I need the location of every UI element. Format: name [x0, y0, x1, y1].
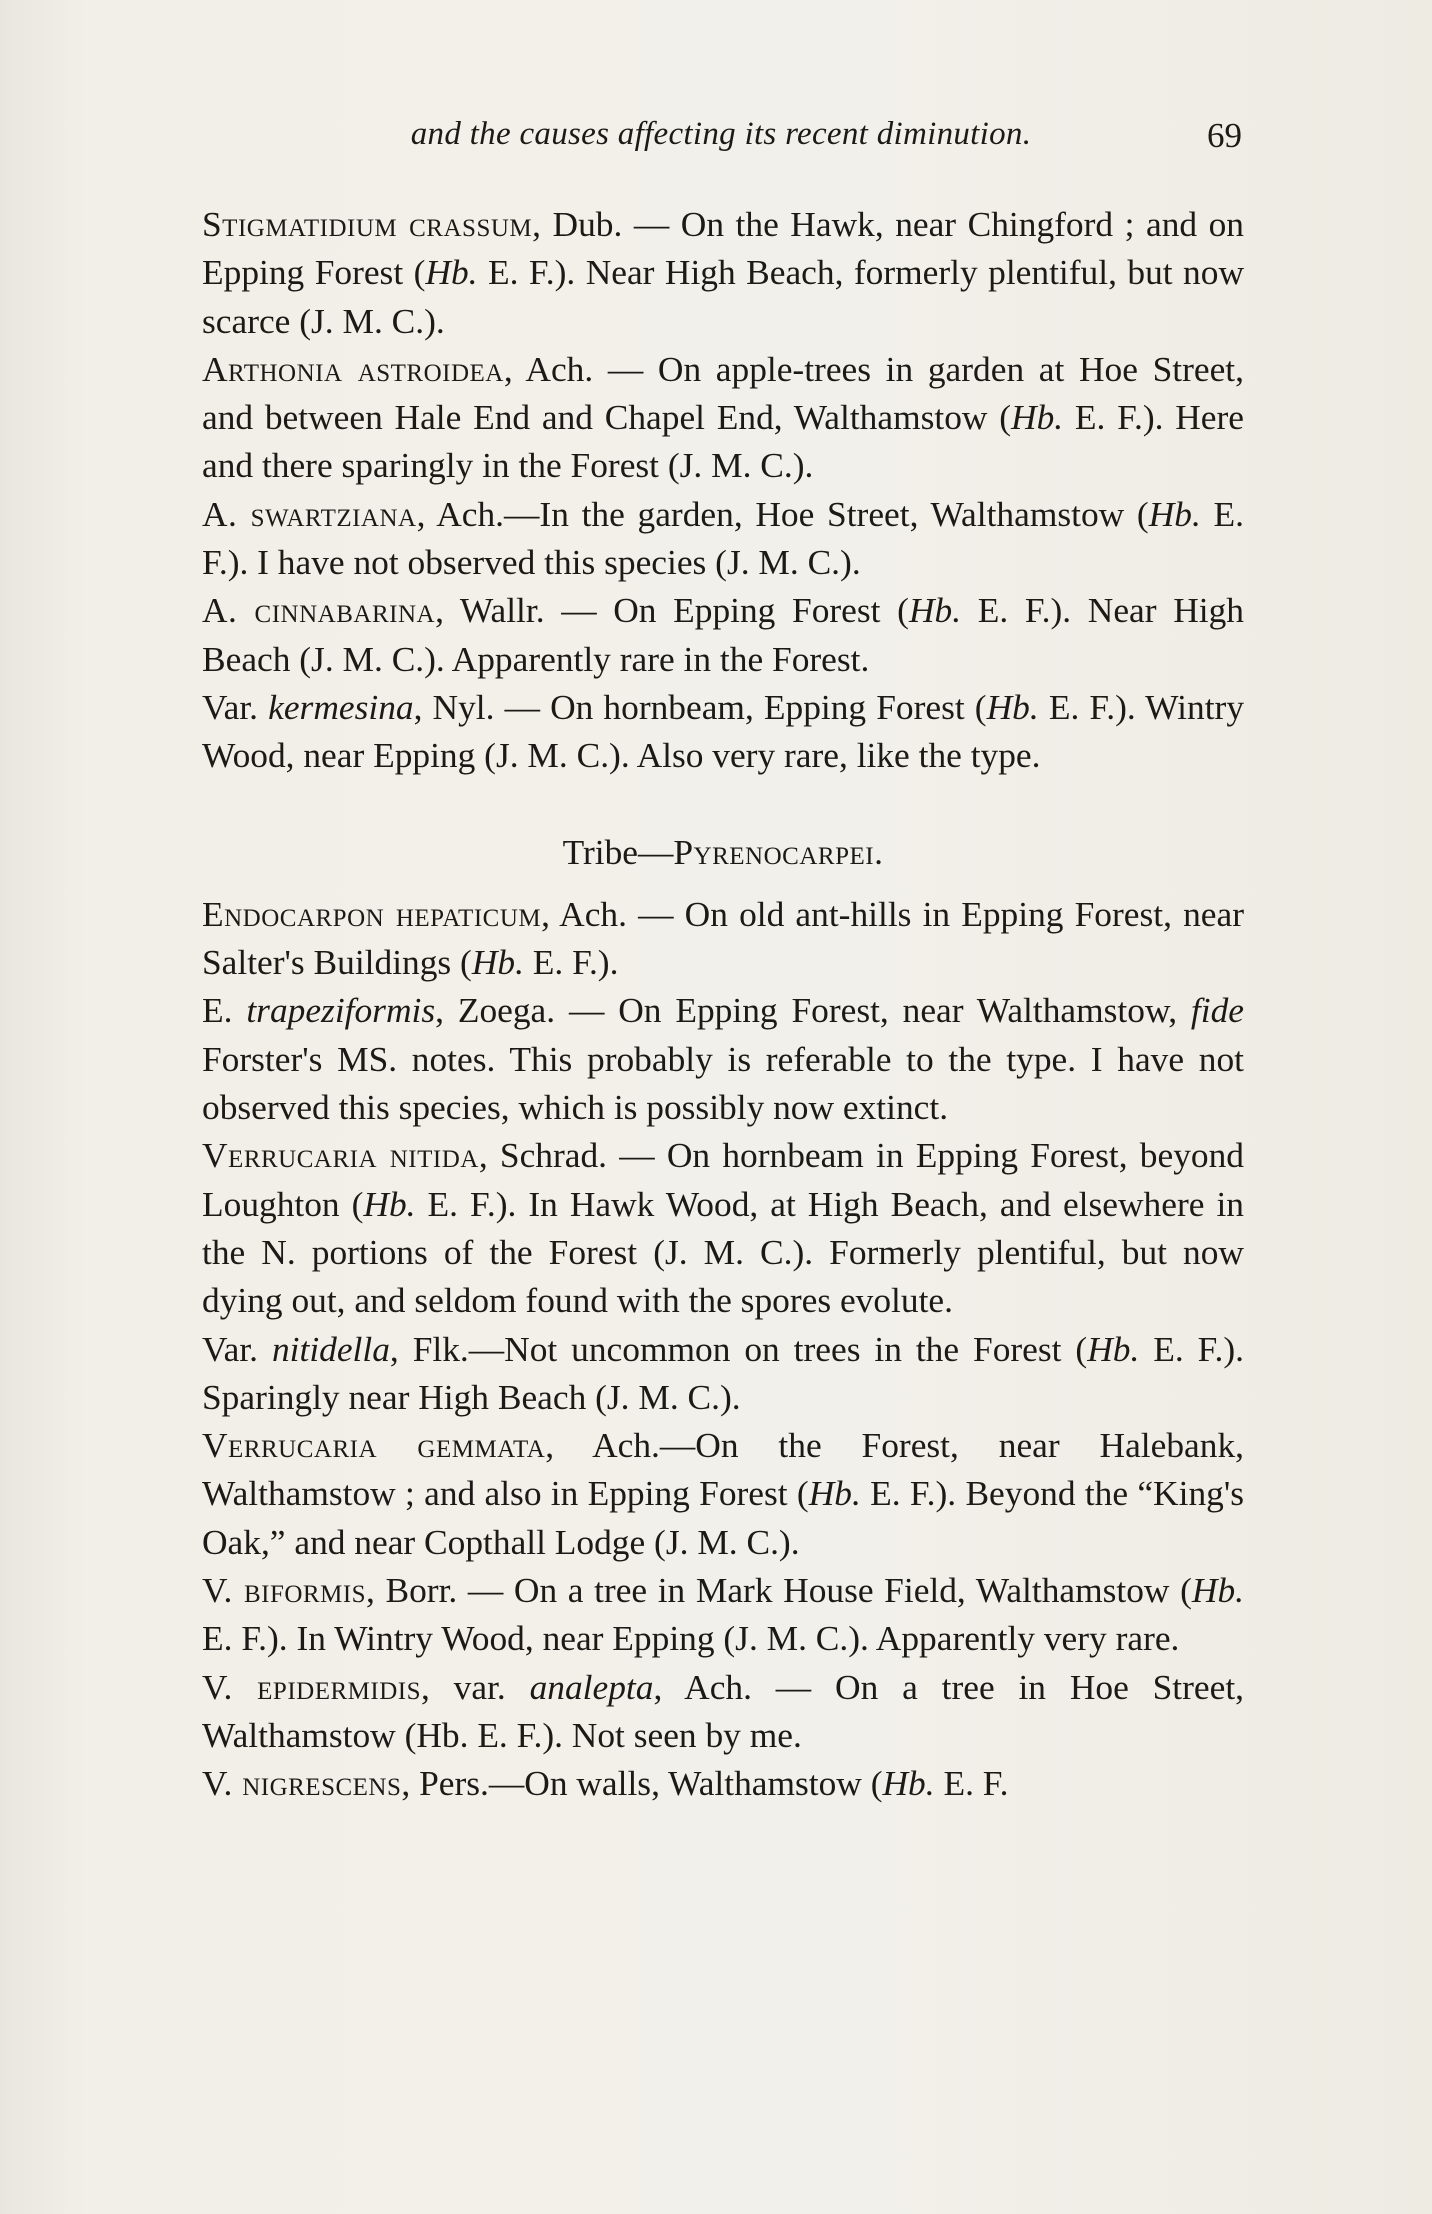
entry-text: , Schrad. — On hornbeam in Epping Forest, beyond Loughton (: [202, 1135, 1244, 1224]
entry-text: , Pers.—On walls, Walthamstow (: [401, 1763, 883, 1804]
entry-text-cont: E. F.). Beyond the “King's Oak,” and near Copthall Lodge (J. M. C.).: [202, 1473, 1244, 1562]
entry-a-cinnabarina: [202, 586, 1244, 683]
entry-text: , Borr. — On a tree in Mark House Field, Walthamstow (: [366, 1570, 1192, 1611]
entry-text-cont: E. F.). In Hawk Wood, at High Beach, and elsewhere in the N. portions of the Forest (J. M. C.). Formerly plentiful, but now dying out, and seldom found with the spores evolute.: [202, 1183, 1244, 1321]
entry-text: , Ach. — On old ant-hills in Epping Forest, near Salter's Buildings (: [202, 893, 1244, 983]
section-gap: [202, 780, 1244, 828]
page-header: [200, 116, 1242, 166]
entry-v-nigrescens: [202, 1759, 1244, 1807]
entry-text: , Flk.—Not uncommon on trees in the Forest (: [389, 1328, 1088, 1369]
entry-text: , Ach.—In the garden, Hoe Street, Walthamstow (: [416, 493, 1149, 534]
tribe-heading: [202, 828, 1244, 876]
species-name: V. biformis: [202, 1570, 367, 1611]
entry-text-cont: Forster's MS. notes. This probably is referable to the type. I have not observed this species, which is possibly now extinct.: [202, 1038, 1244, 1128]
herbarium-abbrev: Hb.: [986, 686, 1039, 727]
entry-text-cont: E. F.: [934, 1763, 1009, 1804]
herbarium-abbrev: Hb.: [882, 1763, 935, 1804]
species-name: V. nigrescens: [202, 1763, 402, 1804]
species-name: Stigmatidium crassum: [202, 204, 533, 244]
entry-text-cont: E. F.). I have not observed this species (J. M. C.).: [202, 493, 1244, 583]
entry-a-swartziana: [202, 490, 1244, 587]
species-name: Verrucaria nitida: [202, 1135, 479, 1176]
species-name: Endocarpon hepaticum: [202, 893, 542, 934]
entry-text-cont: E. F.). Sparingly near High Beach (J. M. C.).: [202, 1328, 1244, 1417]
entry-text: , Ach. — On apple-trees in garden at Hoe Street, and between Hale End and Chapel End, Walthamstow (: [202, 348, 1244, 438]
entry-arthonia-astroidea: [202, 345, 1244, 490]
herbarium-abbrev: Hb.: [363, 1183, 416, 1224]
entry-text: , Dub. — On the Hawk, near Chingford ; and on Epping Forest (: [202, 204, 1245, 293]
entry-v-biformis: [202, 1566, 1244, 1663]
entry-e-trapeziformis: [202, 986, 1244, 1131]
entry-text: , var.: [421, 1666, 530, 1707]
herbarium-abbrev: Hb.: [1148, 493, 1201, 534]
species-name-italic: trapeziformis: [246, 990, 436, 1031]
species-name: Verrucaria gemmata: [202, 1425, 546, 1466]
entry-text-cont: E. F.).: [523, 942, 619, 983]
entry-v-epidermidis: [202, 1663, 1244, 1760]
species-name: A. swartziana: [202, 493, 417, 534]
species-name: V. epidermidis: [202, 1666, 422, 1707]
herbarium-abbrev: Hb.: [1191, 1570, 1244, 1611]
herbarium-abbrev: Hb.: [1087, 1328, 1140, 1369]
entry-text-cont: E. F.). In Wintry Wood, near Epping (J. M. C.). Apparently very rare.: [202, 1618, 1180, 1659]
genus-abbrev: E.: [202, 990, 247, 1031]
entry-verrucaria-gemmata: [202, 1421, 1244, 1566]
running-head: and the causes affecting its recent diminution.: [410, 116, 1032, 152]
variety-name: kermesina: [268, 686, 414, 727]
herbarium-abbrev: Hb.: [425, 252, 478, 293]
entry-var-nitidella: [202, 1325, 1244, 1422]
variety-name: analepta: [529, 1666, 654, 1707]
herbarium-abbrev: Hb.: [471, 942, 524, 983]
entry-verrucaria-nitida: [202, 1131, 1244, 1324]
entry-text-cont: E. F.). Near High Beach, formerly plentiful, but now scarce (J. M. C.).: [202, 252, 1244, 341]
page-number: 69: [1207, 116, 1242, 155]
fide-italic: fide: [1190, 990, 1244, 1031]
entry-text: , Ach.—On the Forest, near Halebank, Walthamstow ; and also in Epping Forest (: [202, 1425, 1244, 1514]
tribe-name: Pyrenocarpei.: [673, 831, 884, 872]
variety-name: nitidella: [271, 1328, 390, 1369]
herbarium-abbrev: Hb.: [908, 590, 962, 631]
entry-stigmatidium-crassum: [202, 200, 1244, 345]
entry-text-cont: E. F.). Near High Beach (J. M. C.). Apparently rare in the Forest.: [202, 590, 1244, 679]
variety-prefix: Var.: [202, 1328, 272, 1369]
species-name: Arthonia astroidea: [202, 348, 504, 389]
entry-text-cont: , Ach. — On a tree in Hoe Street, Walthamstow (Hb. E. F.). Not seen by me.: [202, 1666, 1244, 1755]
entry-var-kermesina: [202, 683, 1244, 780]
herbarium-abbrev: Hb.: [808, 1473, 861, 1514]
entry-text-cont: E. F.). Here and there sparingly in the Forest (J. M. C.).: [202, 397, 1244, 486]
entry-text: , Wallr. — On Epping Forest (: [435, 590, 909, 631]
herbarium-abbrev: Hb.: [1011, 397, 1064, 438]
entry-text-cont: E. F.). Wintry Wood, near Epping (J. M. C.). Also very rare, like the type.: [202, 686, 1245, 776]
entry-text: , Nyl. — On hornbeam, Epping Forest (: [413, 686, 987, 727]
variety-prefix: Var.: [202, 686, 269, 727]
entry-endocarpon-hepaticum: [202, 890, 1244, 987]
tribe-prefix: Tribe—: [562, 831, 674, 872]
page-body: [202, 200, 1244, 1808]
species-name: A. cinnabarina: [202, 590, 436, 631]
entry-text: , Zoega. — On Epping Forest, near Walthamstow,: [435, 990, 1191, 1031]
